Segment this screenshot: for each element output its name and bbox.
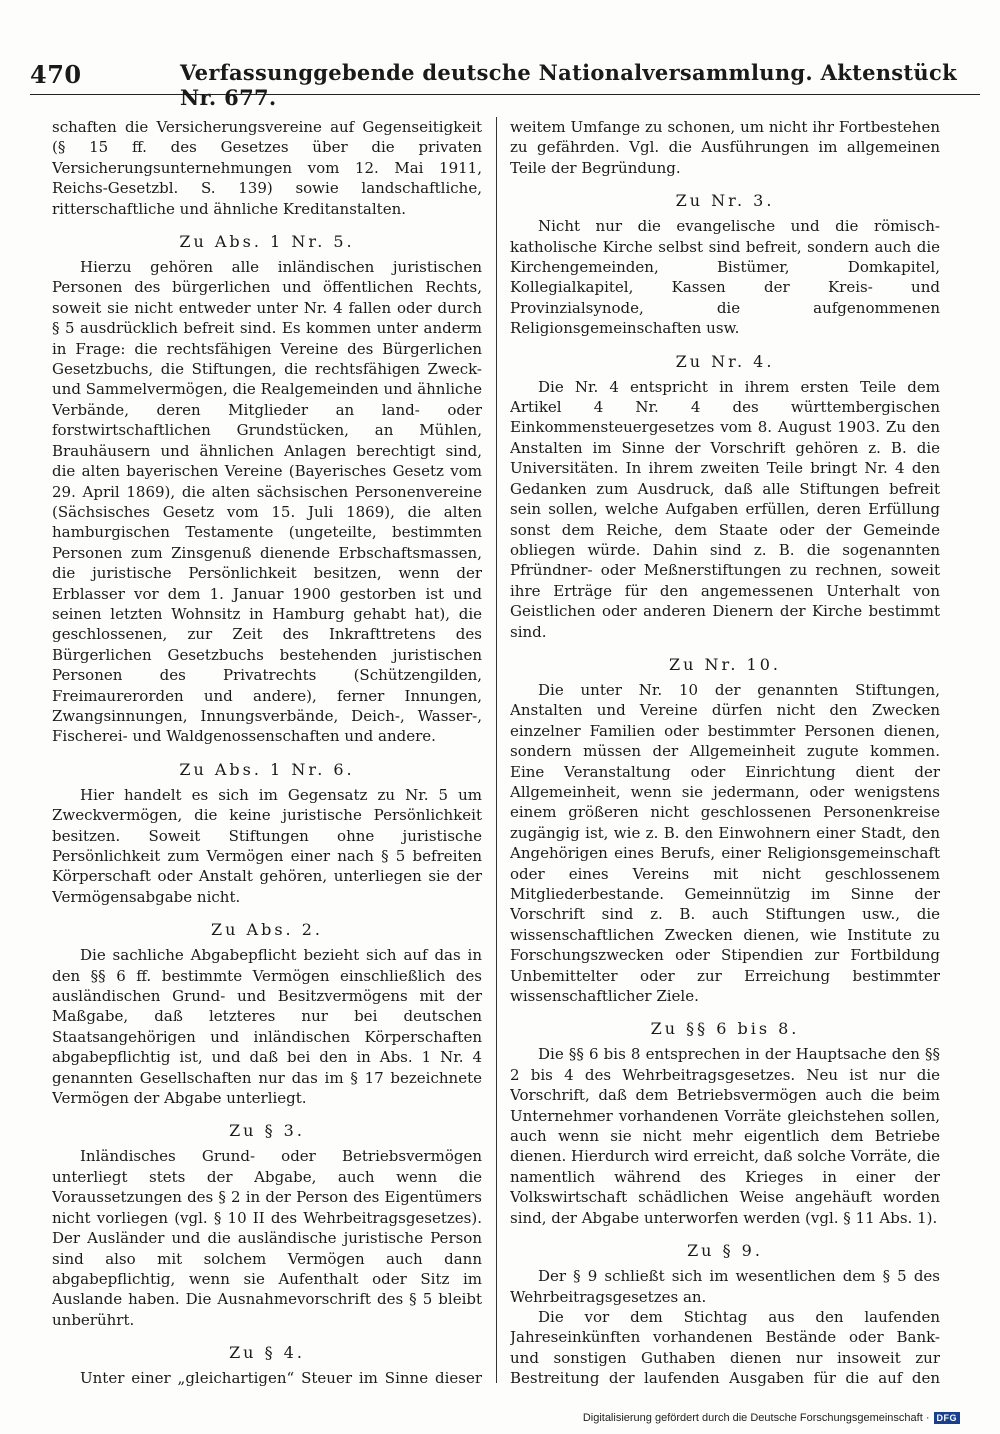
section-heading: Zu Nr. 4. xyxy=(675,351,775,371)
section-heading: Zu Abs. 1 Nr. 5. xyxy=(179,232,355,252)
paragraph: Die vor dem Stichtag aus den laufenden Jahreseinkünften vorhandenen Bestände oder Bank- und sonstigen Guthaben dienen nur insoweit zur Bestreitung der laufenden Ausgaben für die auf den xyxy=(510,1307,940,1387)
paragraph: Der § 9 schließt sich im wesentlichen dem § 5 des Wehrbeitragsgesetzes an. xyxy=(510,1267,940,1306)
paragraph: weitem Umfange zu schonen, um nicht ihr Fortbestehen zu gefährden. Vgl. die Ausführungen im allgemeinen Teile der Begründung. xyxy=(510,118,940,177)
section-heading: Zu §§ 6 bis 8. xyxy=(650,1019,800,1039)
paragraph: Unter einer „gleichartigen“ Steuer im Sinne dieser xyxy=(80,1369,482,1387)
paragraph: Hierzu gehören alle inländischen juristischen Personen des bürgerlichen und öffentlichen Rechts, soweit sie nicht entweder unter Nr. 4 fallen oder durch § 5 ausdrücklich befreit sind. Es kommen unter anderm in Frage: die rechtsfähigen Vereine des Bürgerlichen Gesetzbuchs, die Stiftungen, die rechtsfähigen Zweck- und Sammelvermögen, die Realgemeinden und ähnliche Verbände, deren Mitglieder an land- oder forstwirtschaftlichen Grundstücken, an Mühlen, Brauhäusern und ähnlichen Anlagen berechtigt sind, die alten bayerischen Vereine (Bayerisches Gesetz vom 29. April 1869), die alten sächsischen Personenvereine (Sächsisches Gesetz vom 15. Juli 1869), die alten hamburgischen Testamente (ungeteilte, bestimmten Personen zum Zinsgenuß dienende Erbschaftsmassen, die juristische Persönlichkeit besitzen, wenn der Erblasser vor dem 1. Januar 1900 gestorben ist und seinen letzten Wohnsitz in Hamburg gehabt hat), die geschlossenen, zur Zeit des Inkrafttretens des Bürgerlichen Gesetzbuchs bestehenden juristischen Personen des Privatrechts (Schützengilden, Freimaurerorden und andere), ferner Innungen, Zwangsinnungen, Innungsverbände, Deich-, Wasser-, Fischerei- und Waldgenossenschaften und andere. xyxy=(52,258,482,746)
section-heading: Zu § 4. xyxy=(229,1343,305,1363)
footer-text: Digitalisierung gefördert durch die Deutsche Forschungsgemeinschaft · xyxy=(582,1412,930,1424)
section-heading: Zu Nr. 10. xyxy=(668,654,781,674)
dfg-logo: DFG xyxy=(934,1412,961,1424)
section-heading: Zu § 9. xyxy=(687,1241,763,1261)
paragraph: Die Nr. 4 entspricht in ihrem ersten Teile dem Artikel 4 Nr. 4 des württembergischen Einkommensteuergesetzes vom 8. August 1903. Zu den Anstalten im Sinne der Vorschrift gehören z. B. die Universitäten. In ihrem zweiten Teile bringt Nr. 4 den Gedanken zum Ausdruck, daß alle Stiftungen befreit sein sollen, welche Aufgaben erfüllen, deren Erfüllung sonst dem Reiche, dem Staate oder der Gemeinde obliegen würde. Dahin sind z. B. die sogenannten Pfründner- oder Meßnerstiftungen zu rechnen, soweit ihre Erträge für den angemessenen Unterhalt von Geistlichen oder anderen Dienern der Kirche bestimmt sind. xyxy=(510,377,940,641)
text-columns xyxy=(52,117,940,1387)
page-header xyxy=(30,60,980,110)
section-heading: Zu Nr. 3. xyxy=(675,191,775,211)
paragraph: Die sachliche Abgabepflicht bezieht sich auf das in den §§ 6 ff. bestimmte Vermögen einschließlich des ausländischen Grund- und Besitzvermögens mit der Maßgabe, daß letzteres nur bei deutschen Staatsangehörigen und inländischen Körperschaften abgabepflichtig ist, und daß bei den in Abs. 1 Nr. 4 genannten Gesellschaften nur das im § 17 bezeichnete Vermögen der Abgabe unterliegt. xyxy=(52,946,482,1108)
paragraph: schaften die Versicherungsvereine auf Gegenseitigkeit (§ 15 ff. des Gesetzes über die privaten Versicherungsunternehmungen vom 12. Mai 1911, Reichs-Gesetzbl. S. 139) sowie landschaftliche, ritterschaftliche und ähnliche Kreditanstalten. xyxy=(52,118,482,218)
paragraph: Die §§ 6 bis 8 entsprechen in der Hauptsache den §§ 2 bis 4 des Wehrbeitragsgesetzes. Neu ist nur die Vorschrift, daß dem Betriebsvermögen auch die beim Unternehmer vorhandenen Vorräte gleichstehen sollen, auch wenn sie nicht mehr eigentlich dem Betriebe dienen. Hierdurch wird erreicht, daß solche Vorräte, die namentlich während des Krieges in einer der Volkswirtschaft schädlichen Weise angehäuft worden sind, der Abgabe unterworfen werden (vgl. § 11 Abs. 1). xyxy=(510,1045,940,1227)
section-heading: Zu Abs. 2. xyxy=(211,920,323,940)
section-heading: Zu § 3. xyxy=(229,1121,305,1141)
running-title: Verfassunggebende deutsche Nationalversammlung. Aktenstück Nr. 677. xyxy=(180,60,957,110)
section-heading: Zu Abs. 1 Nr. 6. xyxy=(179,759,355,779)
paragraph: Inländisches Grund- oder Betriebsvermögen unterliegt stets der Abgabe, auch wenn die Voraussetzungen des § 2 in der Person des Eigentümers nicht vorliegen (vgl. § 10 II des Wehrbeitragsgesetzes). Der Ausländer und die ausländische juristische Person sind also mit solchem Vermögen auch dann abgabepflichtig, wenn sie Aufenthalt oder Sitz im Auslande haben. Die Ausnahmevorschrift des § 5 bleibt unberührt. xyxy=(52,1147,482,1329)
paragraph: Die unter Nr. 10 der genannten Stiftungen, Anstalten und Vereine dürfen nicht den Zwecken einzelner Familien oder bestimmter Personen dienen, sondern müssen der Allgemeinheit zugute kommen. Eine Veranstaltung oder Einrichtung dient der Allgemeinheit, wenn sie jedermann, oder wenigstens einem größeren nicht geschlossenen Personenkreise zugängig ist, wie z. B. den Einwohnern einer Stadt, den Angehörigen eines Berufs, einer Religionsgemeinschaft oder eines Vereins mit nicht geschlossenem Mitgliederbestande. Gemeinnützig im Sinne der Vorschrift sind z. B. auch Stiftungen usw., die wissenschaftlichen Zwecken dienen, wie Institute zu Forschungszwecken oder Stipendien zur Fortbildung Unbemittelter oder zur Erreichung bestimmter wissenschaftlicher Ziele. xyxy=(510,680,940,1006)
footer-credit xyxy=(583,1412,960,1424)
paragraph: Nicht nur die evangelische und die römisch-katholische Kirche selbst sind befreit, sondern auch die Kirchengemeinden, Bistümer, Domkapitel, Kollegialkapitel, Kassen der Kreis- und Provinzialsynode, die aufgenommenen Religionsgemeinschaften usw. xyxy=(510,217,940,338)
paragraph: Hier handelt es sich im Gegensatz zu Nr. 5 um Zweckvermögen, die keine juristische Persönlichkeit besitzen. Soweit Stiftungen ohne juristische Persönlichkeit zum Vermögen einer nach § 5 befreiten Körperschaft oder Anstalt gehören, unterliegen sie der Vermögensabgabe nicht. xyxy=(52,785,482,906)
right-column xyxy=(510,117,940,1387)
column-divider xyxy=(496,117,497,1383)
page-number: 470 xyxy=(30,60,82,89)
left-column xyxy=(52,117,482,1387)
